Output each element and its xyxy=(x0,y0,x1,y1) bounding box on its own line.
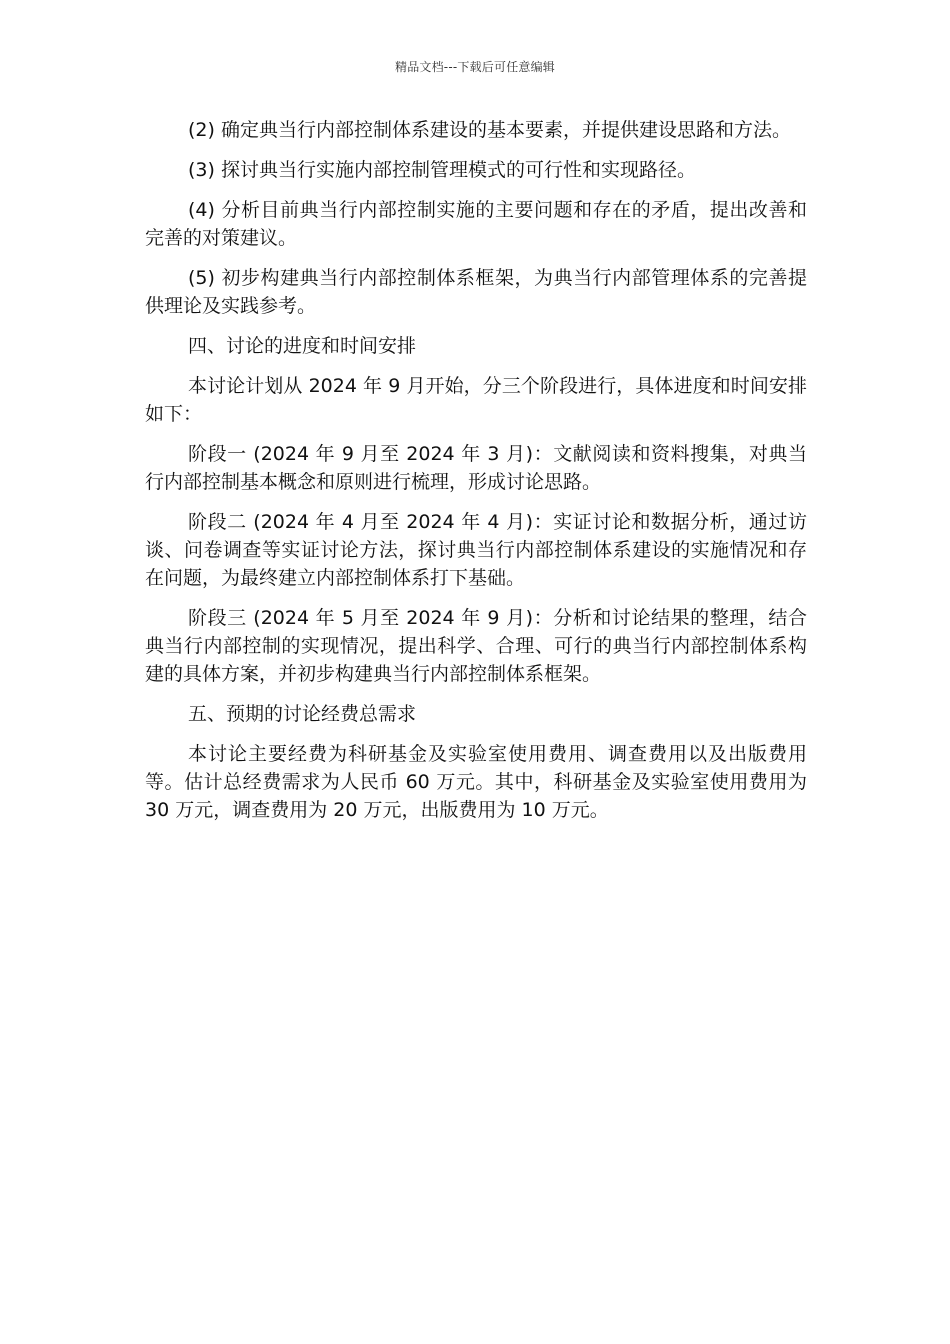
paragraph-budget: 本讨论主要经费为科研基金及实验室使用费用、调查费用以及出版费用等。估计总经费需求为人民币 60 万元。其中，科研基金及实验室使用费用为 30 万元，调查费用为 20 万元，出版费用为 10 万元。 xyxy=(145,743,807,821)
section-heading-schedule: 四、讨论的进度和时间安排 xyxy=(188,335,417,357)
paragraph-stage-3: 阶段三 (2024 年 5 月至 2024 年 9 月)：分析和讨论结果的整理，结合典当行内部控制的实现情况，提出科学、合理、可行的典当行内部控制体系构建的具体方案，并初步构建典当行内部控制体系框架。 xyxy=(145,607,807,685)
document-body xyxy=(145,116,807,836)
paragraph-stage-1: 阶段一 (2024 年 9 月至 2024 年 3 月)：文献阅读和资料搜集，对典当行内部控制基本概念和原则进行梳理，形成讨论思路。 xyxy=(145,443,807,493)
paragraph-item-2: (2) 确定典当行内部控制体系建设的基本要素，并提供建设思路和方法。 xyxy=(188,119,791,141)
paragraph-stage-2: 阶段二 (2024 年 4 月至 2024 年 4 月)：实证讨论和数据分析，通过访谈、问卷调查等实证讨论方法，探讨典当行内部控制体系建设的实施情况和存在问题，为最终建立内部控制体系打下基础。 xyxy=(145,511,807,589)
section-heading-budget: 五、预期的讨论经费总需求 xyxy=(188,703,417,725)
paragraph-item-5: (5) 初步构建典当行内部控制体系框架，为典当行内部管理体系的完善提供理论及实践参考。 xyxy=(145,267,807,317)
page-header: 精品文档---下载后可任意编辑 xyxy=(395,60,555,74)
paragraph-schedule-intro: 本讨论计划从 2024 年 9 月开始，分三个阶段进行，具体进度和时间安排如下： xyxy=(145,375,807,425)
paragraph-item-4: (4) 分析目前典当行内部控制实施的主要问题和存在的矛盾，提出改善和完善的对策建议。 xyxy=(145,199,807,249)
paragraph-item-3: (3) 探讨典当行实施内部控制管理模式的可行性和实现路径。 xyxy=(188,159,696,181)
